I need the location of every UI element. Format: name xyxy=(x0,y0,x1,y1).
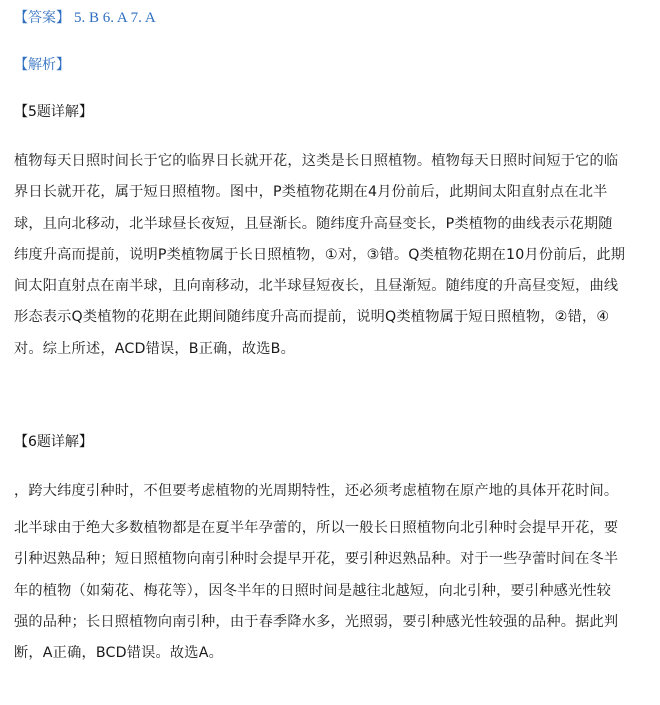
q5-line: 对。综上所述，ACD错误，B正确，故选B。 xyxy=(14,340,295,357)
answer-values: 5. B 6. A 7. A xyxy=(74,10,156,26)
answer-line xyxy=(14,9,156,27)
q5-explanation xyxy=(14,146,648,365)
q5-line: 植物每天日照时间长于它的临界日长就开花，这类是长日照植物。植物每天日照时间短于它的临 xyxy=(14,153,619,169)
q6-line: ，跨大纬度引种时，不但要考虑植物的光周期特性，还必须考虑植物在原产地的具体开花时间。 xyxy=(14,483,619,499)
q6-line: 北半球由于绝大多数植物都是在夏半年孕蕾的，所以一般长日照植物向北引种时会提早开花，要 xyxy=(14,520,619,536)
q6-explanation xyxy=(14,513,648,669)
q6-line: 断，A正确，BCD错误。故选A。 xyxy=(14,645,223,662)
q6-line: 引种迟熟品种；短日照植物向南引种时会提早开花，要引种迟熟品种。对于一些孕蕾时间在冬半 xyxy=(14,551,619,568)
q5-title: 【5题详解】 xyxy=(14,104,93,120)
answer-label: 【答案】 xyxy=(14,10,70,26)
q5-line: 纬度升高而提前，说明P类植物属于长日照植物，①对，③错。Q类植物花期在10月份前后，此期 xyxy=(14,246,626,263)
q6-line: 年的植物（如菊花、梅花等），因冬半年的日照时间是越往北越短，向北引种，要引种感光性较 xyxy=(14,582,612,599)
q5-line: 球，且向北移动，北半球昼长夜短，且昼渐长。随纬度升高昼变长，P类植物的曲线表示花期随 xyxy=(14,215,613,232)
q5-line: 间太阳直射点在南半球，且向南移动，北半球昼短夜长，且昼渐短。随纬度的升高昼变短，曲线 xyxy=(14,278,619,295)
q6-title: 【6题详解】 xyxy=(14,434,93,450)
q5-line: 界日长就开花，属于短日照植物。图中，P类植物花期在4月份前后，此期间太阳直射点在北半 xyxy=(14,184,608,201)
q6-line: 强的品种；长日照植物向南引种，由于春季降水多，光照弱，要引种感光性较强的品种。据此判 xyxy=(14,613,619,630)
analysis-label: 【解析】 xyxy=(14,57,70,73)
q5-line: 形态表示Q类植物的花期在此期间随纬度升高而提前，说明Q类植物属于短日照植物，②错，④ xyxy=(14,309,610,326)
q6-intro xyxy=(14,476,648,507)
